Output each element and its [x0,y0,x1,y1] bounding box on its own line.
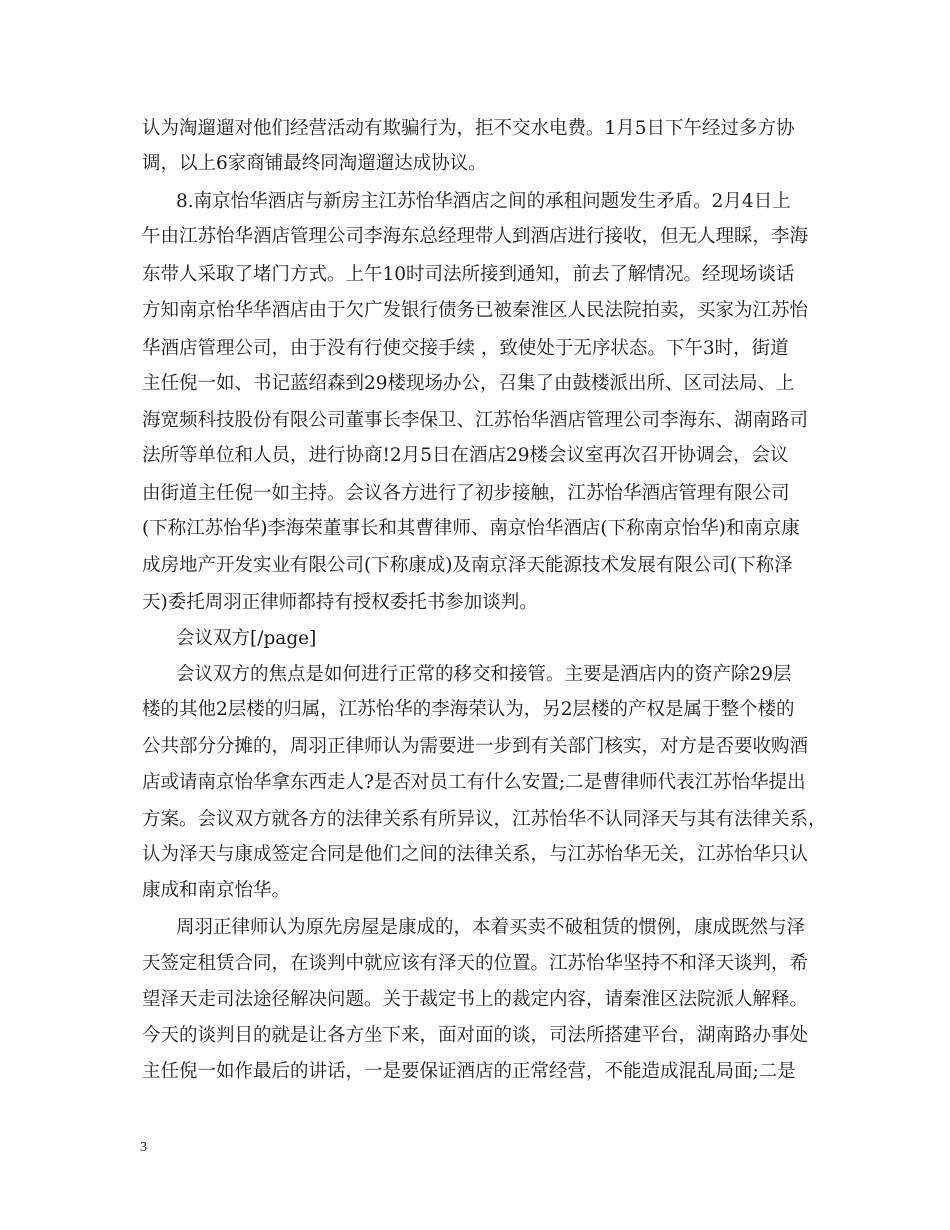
text-line: 康成和南京怡华。 [142,880,291,901]
text-line: 主任倪一如、书记蓝绍森到29楼现场办公，召集了由鼓楼派出所、区司法局、上 [142,373,795,394]
text-line: 楼的其他2层楼的归属，江苏怡华的李海荣认为，另2层楼的产权是属于整个楼的 [142,699,795,720]
text-line: 方知南京怡华华酒店由于欠广发银行债务已被秦淮区人民法院拍卖，买家为江苏怡 [142,300,809,321]
text-line: 天签定租赁合同，在谈判中就应该有泽天的位置。江苏怡华坚持不和泽天谈判，希 [142,953,809,974]
text-line: 方案。会议双方就各方的法律关系有所异议，江苏怡华不认同泽天与其有法律关系， [142,809,827,830]
text-line: 主任倪一如作最后的讲话，一是要保证酒店的正常经营，不能造成混乱局面;二是 [142,1061,796,1082]
text-line: 由街道主任倪一如主持。会议各方进行了初步接触，江苏怡华酒店管理有限公司 [142,483,790,504]
text-line: 调，以上6家商铺最终同淘遛遛达成协议。 [142,153,487,174]
text-line: 公共部分分摊的，周羽正律师认为需要进一步到有关部门核实，对方是否要收购酒 [142,736,809,757]
text-line: 会议双方的焦点是如何进行正常的移交和接管。主要是酒店内的资产除29层 [176,664,792,685]
page-number: 3 [140,1140,147,1155]
text-line: 海宽频科技股份有限公司董事长李保卫、江苏怡华酒店管理公司李海东、湖南路司 [142,410,809,431]
text-line: (下称江苏怡华)李海荣董事长和其曹律师、南京怡华酒店(下称南京怡华)和南京康 [142,518,800,539]
text-line: 今天的谈判目的就是让各方坐下来，面对面的谈，司法所搭建平台，湖南路办事处 [142,1025,809,1046]
text-line: 认为泽天与康成签定合同是他们之间的法律关系，与江苏怡华无关，江苏怡华只认 [142,844,809,865]
text-line: 午由江苏怡华酒店管理公司李海东总经理带人到酒店进行接收，但无人理睬，李海 [142,226,809,247]
text-line: 东带人采取了堵门方式。上午10时司法所接到通知，前去了解情况。经现场谈话 [142,264,795,285]
text-line: 周羽正律师认为原先房屋是康成的，本着买卖不破租赁的惯例，康成既然与泽 [176,917,806,938]
text-line: 天)委托周羽正律师都持有授权委托书参加谈判。 [142,592,538,613]
text-line: 8.南京怡华酒店与新房主江苏怡华酒店之间的承租问题发生矛盾。2月4日上 [176,191,791,212]
text-line: 望泽天走司法途径解决问题。关于裁定书上的裁定内容，请秦淮区法院派人解释。 [142,989,809,1010]
text-line: 会议双方[/page] [176,628,317,649]
text-line: 法所等单位和人员，进行协商!2月5日在酒店29楼会议室再次召开协调会，会议 [142,445,789,466]
text-line: 店或请南京怡华拿东西走人?是否对员工有什么安置;二是曹律师代表江苏怡华提出 [142,772,806,793]
text-line: 成房地产开发实业有限公司(下称康成)及南京泽天能源技术发展有限公司(下称泽 [142,555,793,576]
text-line: 认为淘遛遛对他们经营活动有欺骗行为，拒不交水电费。1月5日下午经过多方协 [142,118,795,139]
text-line: 华酒店管理公司，由于没有行使交接手续 ，致使处于无序状态。下午3时，街道 [142,338,789,359]
